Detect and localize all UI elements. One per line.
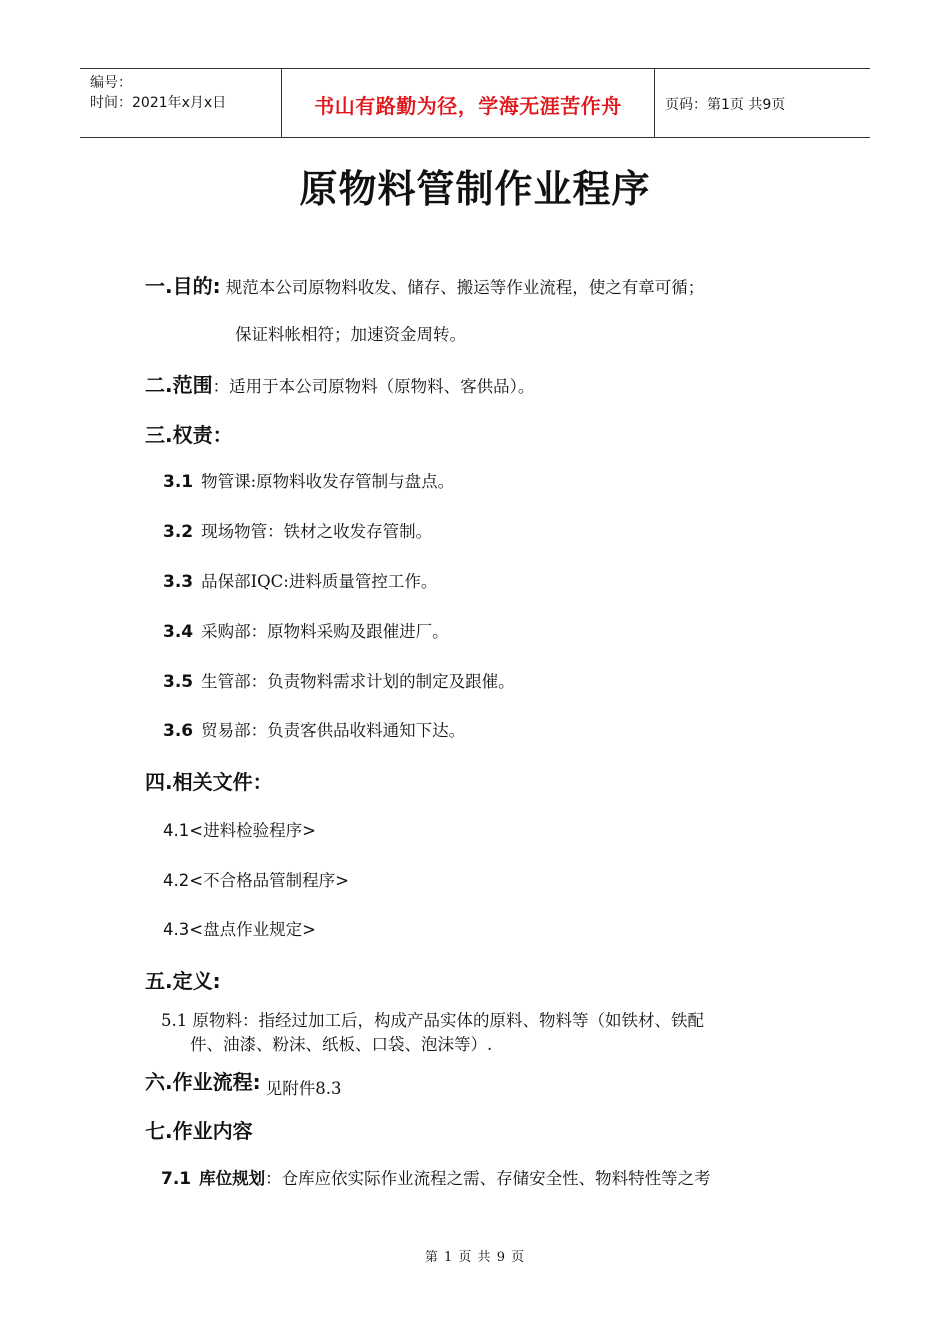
section-workflow [145,1066,342,1098]
section-purpose-heading: 一.目的: [145,274,221,298]
related-doc-item: 4.2<不合格品管制程序> [163,871,349,890]
work-content-item-text: ：仓库应依实际作业流程之需、存储安全性、物料特性等之考 [265,1169,711,1188]
header-motto: 书山有路勤为径，学海无涯苦作舟 [281,69,655,137]
section-definition-heading: 五.定义: [145,969,221,993]
work-content-item-label: 库位规划 [199,1169,266,1188]
responsibility-item [163,568,437,592]
section-responsibility-heading: 三.权责： [145,423,233,447]
responsibility-item-number: 3.4 [163,622,194,642]
definition-line-1: 5.1 原物料：指经过加工后，构成产品实体的原料、物料等（如铁材、铁配 [161,1011,704,1030]
responsibility-item [163,618,449,642]
responsibility-item-number: 3.1 [163,472,194,492]
work-content-item-number: 7.1 [161,1169,192,1189]
section-purpose [145,270,704,299]
responsibility-item-text: 品保部IQC:进料质量管控工作。 [201,572,438,591]
section-related-docs-heading: 四.相关文件： [145,770,273,794]
responsibility-item [163,518,432,542]
responsibility-item [163,468,454,492]
document-date: 时间：2021年x月x日 [90,95,227,111]
document-number-label: 编号： [90,75,132,91]
section-scope-text: ：适用于本公司原物料（原物料、客供品）。 [212,377,535,396]
responsibility-item [163,668,515,692]
section-purpose-text-line2: 保证料帐相符；加速资金周转。 [235,325,466,344]
section-workflow-heading: 六.作业流程: [145,1070,261,1094]
responsibility-item-number: 3.2 [163,522,194,542]
related-doc-item: 4.3<盘点作业规定> [163,920,316,939]
responsibility-item [163,717,465,741]
section-scope [145,369,534,398]
responsibility-item-text: 物管课:原物料收发存管制与盘点。 [201,472,455,491]
responsibility-item-number: 3.6 [163,721,194,741]
section-purpose-text: 规范本公司原物料收发、储存、搬运等作业流程，使之有章可循； [225,278,705,297]
work-content-item [161,1165,711,1189]
responsibility-item-number: 3.5 [163,672,194,692]
header-page-info: 页码：第1页 共9页 [665,97,786,113]
page-footer: 第 1 页 共 9 页 [424,1250,526,1265]
related-doc-item: 4.1<进料检验程序> [163,821,316,840]
responsibility-item-text: 生管部：负责物料需求计划的制定及跟催。 [201,672,515,691]
responsibility-item-text: 贸易部：负责客供品收料通知下达。 [201,721,466,740]
section-scope-heading: 二.范围 [145,373,213,397]
section-work-content-heading: 七.作业内容 [145,1119,253,1143]
responsibility-item-text: 现场物管：铁材之收发存管制。 [201,522,433,541]
definition-line-2: 件、油漆、粉沫、纸板、口袋、泡沫等）. [190,1035,493,1054]
document-title: 原物料管制作业程序 [299,167,651,211]
header-left-cell [80,69,281,137]
responsibility-item-text: 采购部：原物料采购及跟催进厂。 [201,622,449,641]
responsibility-item-number: 3.3 [163,572,194,592]
section-workflow-text: 见附件8.3 [265,1079,342,1098]
header-table [80,68,870,138]
